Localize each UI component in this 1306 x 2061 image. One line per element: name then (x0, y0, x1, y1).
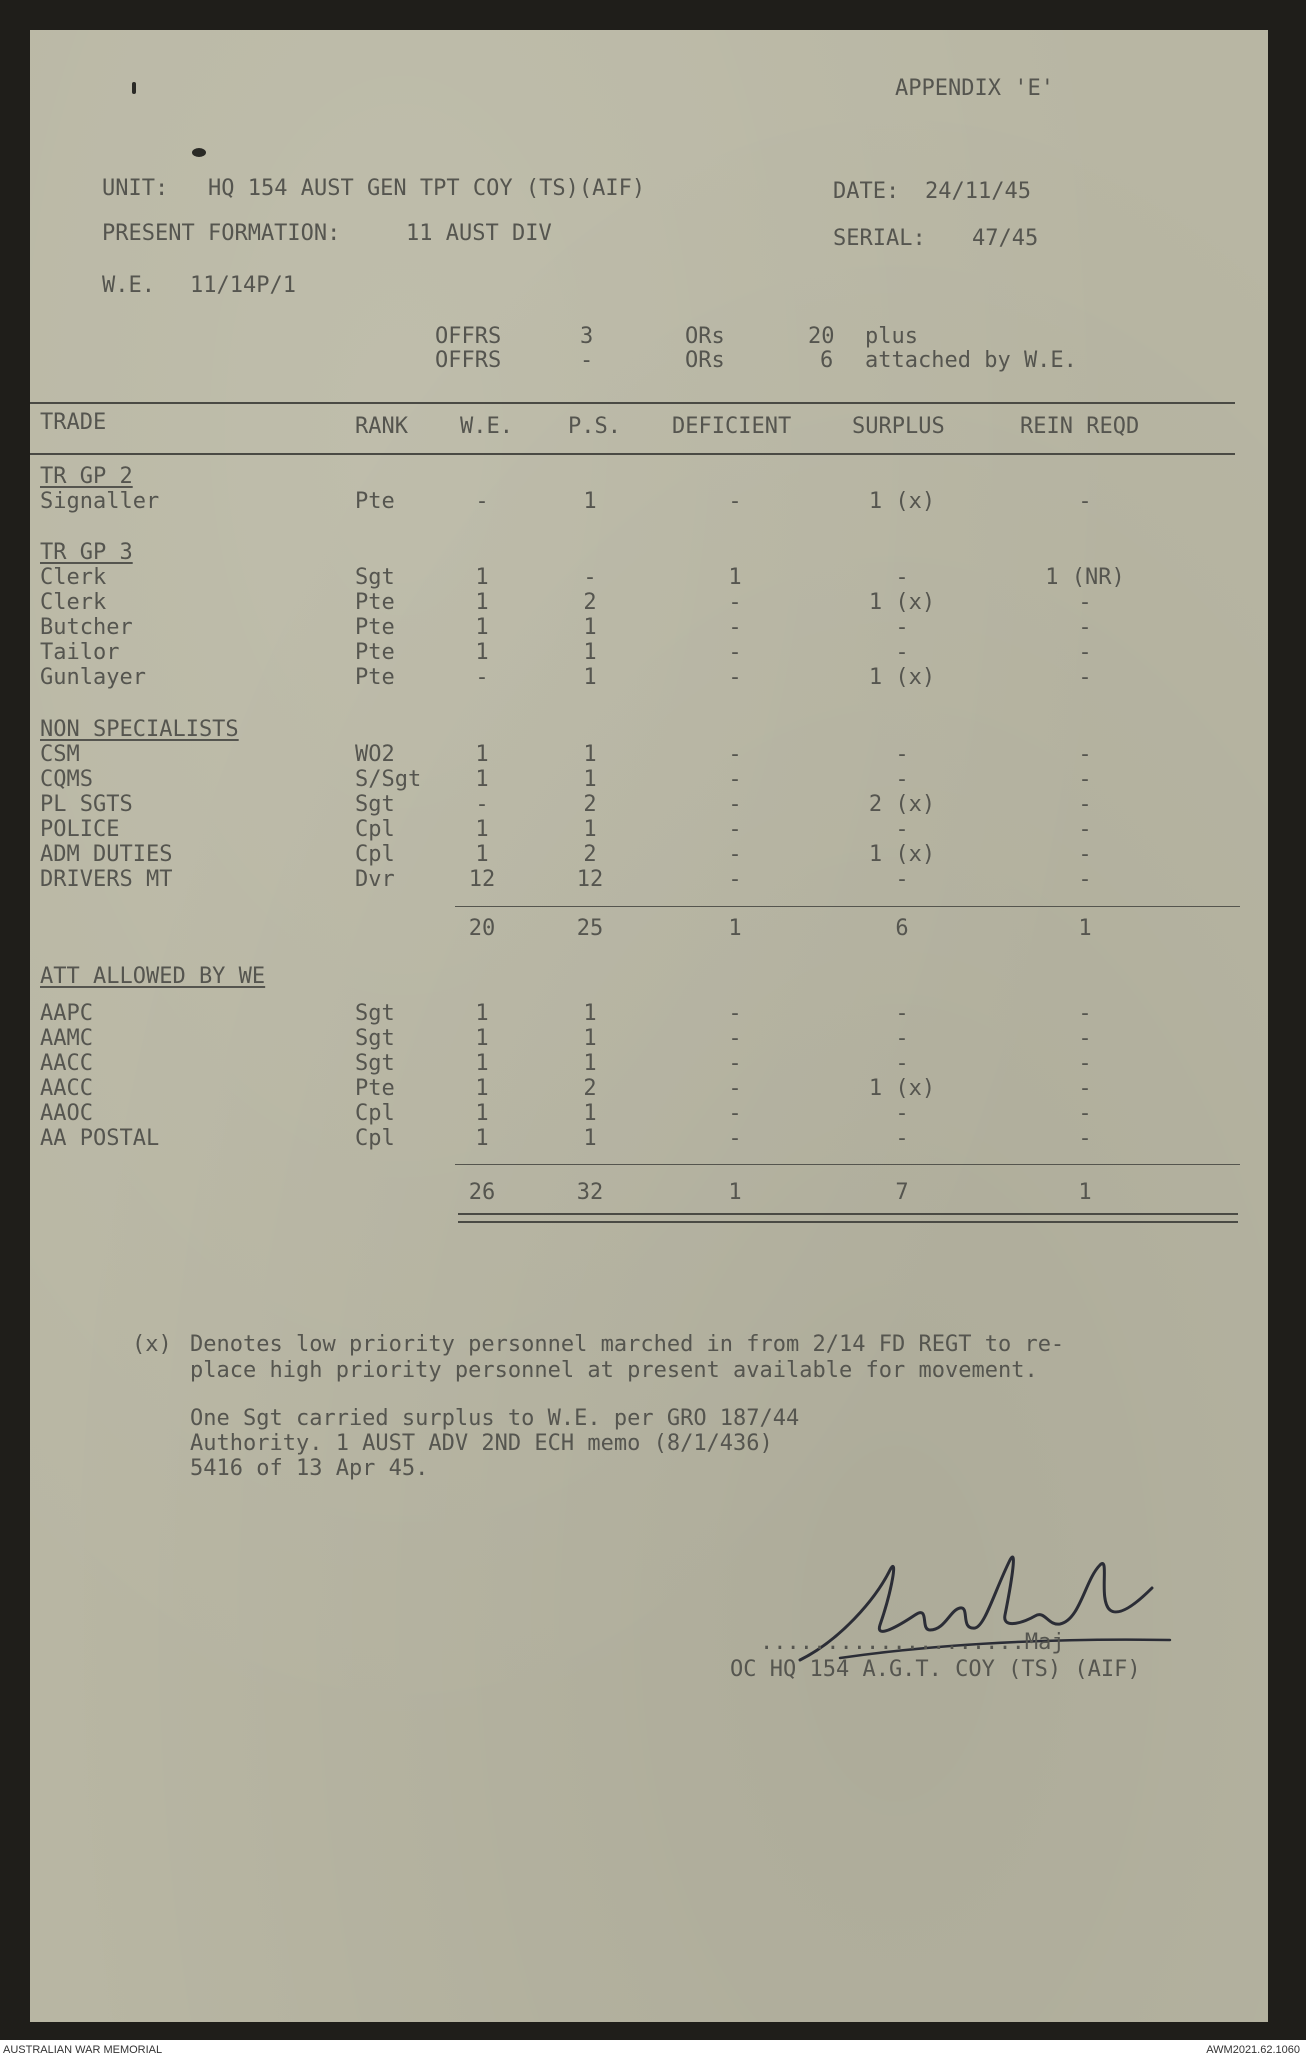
group-title: NON SPECIALISTS (40, 717, 239, 742)
cell-surplus: 2 (x) (868, 792, 936, 817)
cell-rein-reqd: - (1078, 767, 1092, 792)
header-bottom-rule (30, 453, 1235, 455)
note2-line3: 5416 of 13 Apr 45. (190, 1456, 429, 1481)
cell-surplus: 1 (x) (868, 590, 936, 615)
cell-surplus: 1 (x) (868, 665, 936, 690)
total-rule (455, 1164, 1240, 1165)
we-label: W.E. (102, 273, 155, 298)
cell-rank: S/Sgt (355, 767, 422, 792)
cell-we: 1 (475, 1076, 489, 1101)
cell-surplus: - (895, 1001, 909, 1026)
cell-rank: Sgt (355, 1001, 395, 1026)
cell-surplus: - (895, 615, 909, 640)
header-deficient: DEFICIENT (672, 414, 792, 439)
cell-ps: 2 (583, 842, 597, 867)
signature-dotted-line: ....................Maj (760, 1630, 1065, 1655)
cell-we: 1 (475, 1126, 489, 1151)
cell-ps: 1 (583, 742, 597, 767)
total-double-rule-top (458, 1213, 1238, 1215)
cell-trade: ADM DUTIES (40, 842, 173, 867)
cell-we: - (475, 665, 489, 690)
cell-ps: 2 (583, 590, 597, 615)
cell-deficient: - (728, 867, 742, 892)
cell-ps: 1 (583, 615, 597, 640)
cell-trade: PL SGTS (40, 792, 133, 817)
cell-rein-reqd: 1 (NR) (1045, 565, 1125, 590)
cell-surplus: - (895, 1026, 909, 1051)
ors-count: 6 (820, 348, 834, 373)
offrs-label: OFFRS (435, 324, 502, 349)
cell-rank: Pte (355, 665, 395, 690)
cell-rank: Pte (355, 1076, 395, 1101)
cell-rank: Sgt (355, 565, 395, 590)
cell-ps: - (583, 565, 597, 590)
cell-trade: Butcher (40, 615, 133, 640)
cell-deficient: - (728, 1101, 742, 1126)
cell-rein-reqd: - (1078, 1051, 1092, 1076)
cell-rein-reqd: - (1078, 1101, 1092, 1126)
header-rank: RANK (355, 414, 408, 439)
cell-we: 1 (475, 842, 489, 867)
subtotal-cell: 25 (576, 916, 604, 941)
ors-label: ORs (685, 348, 725, 373)
cell-trade: DRIVERS MT (40, 867, 173, 892)
cell-surplus: 1 (x) (868, 1076, 936, 1101)
cell-rein-reqd: - (1078, 590, 1092, 615)
cell-we: 1 (475, 767, 489, 792)
cell-we: 1 (475, 1026, 489, 1051)
cell-ps: 2 (583, 792, 597, 817)
signature-block: OC HQ 154 A.G.T. COY (TS) (AIF) (730, 1657, 1141, 1682)
offrs-count: 3 (580, 324, 594, 349)
cell-rein-reqd: - (1078, 1001, 1092, 1026)
cell-rein-reqd: - (1078, 817, 1092, 842)
cell-trade: Clerk (40, 565, 107, 590)
note1-line2: place high priority personnel at present available for movement. (190, 1358, 1038, 1383)
cell-rank: Pte (355, 590, 395, 615)
cell-trade: Clerk (40, 590, 107, 615)
cell-rank: Sgt (355, 792, 395, 817)
ors-count: 20 (808, 324, 835, 349)
cell-rein-reqd: - (1078, 615, 1092, 640)
cell-we: 1 (475, 1051, 489, 1076)
table-top-rule (30, 402, 1235, 404)
cell-we: - (475, 489, 489, 514)
group-title: TR GP 2 (40, 464, 133, 489)
cell-deficient: - (728, 817, 742, 842)
date-label: DATE: (833, 179, 900, 204)
cell-rank: Pte (355, 489, 395, 514)
total-cell: 7 (895, 1180, 909, 1205)
archive-item-id: AWM2021.62.1060 (1206, 2044, 1300, 2056)
establishment-note: plus (865, 324, 918, 349)
cell-ps: 1 (583, 817, 597, 842)
cell-we: - (475, 792, 489, 817)
cell-ps: 1 (583, 1026, 597, 1051)
cell-surplus: 1 (x) (868, 489, 936, 514)
offrs-count: - (580, 348, 594, 373)
cell-rank: Sgt (355, 1051, 395, 1076)
cell-rank: Cpl (355, 1126, 395, 1151)
cell-deficient: - (728, 1026, 742, 1051)
cell-we: 12 (468, 867, 496, 892)
cell-deficient: - (728, 665, 742, 690)
cell-deficient: - (728, 742, 742, 767)
cell-rein-reqd: - (1078, 665, 1092, 690)
archive-name: AUSTRALIAN WAR MEMORIAL (3, 2044, 163, 2056)
cell-rank: Sgt (355, 1026, 395, 1051)
cell-trade: AAPC (40, 1001, 93, 1026)
appendix-label: APPENDIX 'E' (895, 76, 1054, 101)
cell-trade: AACC (40, 1076, 93, 1101)
cell-surplus: - (895, 1126, 909, 1151)
cell-ps: 1 (583, 640, 597, 665)
cell-deficient: - (728, 489, 742, 514)
cell-ps: 1 (583, 1051, 597, 1076)
cell-rank: WO2 (355, 742, 395, 767)
cell-rein-reqd: - (1078, 867, 1092, 892)
cell-deficient: - (728, 1001, 742, 1026)
cell-deficient: - (728, 590, 742, 615)
document-page (30, 30, 1268, 2022)
cell-surplus: - (895, 640, 909, 665)
header-ps: P.S. (568, 414, 621, 439)
formation-label: PRESENT FORMATION: (102, 221, 341, 246)
cell-trade: AA POSTAL (40, 1126, 160, 1151)
date-value: 24/11/45 (925, 179, 1031, 204)
subtotal-rule (455, 906, 1240, 907)
cell-we: 1 (475, 565, 489, 590)
formation-value: 11 AUST DIV (406, 221, 552, 246)
total-cell: 1 (1078, 1180, 1092, 1205)
cell-deficient: - (728, 767, 742, 792)
cell-surplus: - (895, 1051, 909, 1076)
header-rein-reqd: REIN REQD (1020, 414, 1140, 439)
establishment-note: attached by W.E. (865, 348, 1077, 373)
cell-trade: CQMS (40, 767, 93, 792)
group-title: ATT ALLOWED BY WE (40, 964, 266, 989)
cell-rein-reqd: - (1078, 742, 1092, 767)
cell-surplus: - (895, 565, 909, 590)
cell-trade: POLICE (40, 817, 120, 842)
cell-ps: 2 (583, 1076, 597, 1101)
cell-trade: AACC (40, 1051, 93, 1076)
cell-deficient: - (728, 1051, 742, 1076)
cell-surplus: - (895, 867, 909, 892)
cell-we: 1 (475, 742, 489, 767)
cell-ps: 1 (583, 1001, 597, 1026)
cell-trade: Tailor (40, 640, 120, 665)
cell-rank: Pte (355, 640, 395, 665)
cell-trade: AAOC (40, 1101, 93, 1126)
ink-blot (192, 148, 206, 157)
ors-label: ORs (685, 324, 725, 349)
group-title: TR GP 3 (40, 540, 133, 565)
cell-rein-reqd: - (1078, 842, 1092, 867)
total-cell: 26 (468, 1180, 496, 1205)
subtotal-cell: 1 (1078, 916, 1092, 941)
cell-surplus: - (895, 1101, 909, 1126)
cell-rein-reqd: - (1078, 640, 1092, 665)
cell-trade: AAMC (40, 1026, 93, 1051)
cell-rein-reqd: - (1078, 489, 1092, 514)
cell-we: 1 (475, 1101, 489, 1126)
cell-deficient: - (728, 792, 742, 817)
cell-trade: CSM (40, 742, 80, 767)
cell-rank: Cpl (355, 842, 395, 867)
total-double-rule-bottom (458, 1221, 1238, 1223)
cell-ps: 12 (576, 867, 604, 892)
cell-deficient: - (728, 615, 742, 640)
cell-rank: Cpl (355, 817, 395, 842)
note2-line2: Authority. 1 AUST ADV 2ND ECH memo (8/1/436) (190, 1431, 773, 1456)
cell-surplus: 1 (x) (868, 842, 936, 867)
cell-surplus: - (895, 742, 909, 767)
serial-label: SERIAL: (833, 226, 926, 251)
total-cell: 1 (728, 1180, 742, 1205)
cell-ps: 1 (583, 1126, 597, 1151)
cell-we: 1 (475, 640, 489, 665)
cell-ps: 1 (583, 665, 597, 690)
cell-ps: 1 (583, 489, 597, 514)
archive-caption-bar (0, 2040, 1306, 2061)
note-marker: (x) (132, 1332, 172, 1357)
cell-surplus: - (895, 817, 909, 842)
cell-deficient: - (728, 1126, 742, 1151)
note2-line1: One Sgt carried surplus to W.E. per GRO 187/44 (190, 1406, 800, 1431)
cell-trade: Gunlayer (40, 665, 146, 690)
cell-ps: 1 (583, 1101, 597, 1126)
subtotal-cell: 20 (468, 916, 496, 941)
cell-deficient: - (728, 1076, 742, 1101)
unit-value: HQ 154 AUST GEN TPT COY (TS)(AIF) (208, 176, 646, 201)
offrs-label: OFFRS (435, 348, 502, 373)
note1-line1: Denotes low priority personnel marched in from 2/14 FD REGT to re- (190, 1332, 1065, 1357)
cell-deficient: - (728, 842, 742, 867)
unit-label: UNIT: (102, 176, 169, 201)
we-value: 11/14P/1 (190, 273, 296, 298)
cell-trade: Signaller (40, 489, 160, 514)
cell-we: 1 (475, 590, 489, 615)
cell-rank: Dvr (355, 867, 395, 892)
header-we: W.E. (460, 414, 513, 439)
cell-rank: Pte (355, 615, 395, 640)
subtotal-cell: 1 (728, 916, 742, 941)
cell-rank: Cpl (355, 1101, 395, 1126)
cell-deficient: - (728, 640, 742, 665)
cell-we: 1 (475, 1001, 489, 1026)
cell-ps: 1 (583, 767, 597, 792)
header-surplus: SURPLUS (852, 414, 945, 439)
cell-we: 1 (475, 817, 489, 842)
cell-we: 1 (475, 615, 489, 640)
cell-surplus: - (895, 767, 909, 792)
cell-rein-reqd: - (1078, 1026, 1092, 1051)
cell-rein-reqd: - (1078, 1076, 1092, 1101)
serial-value: 47/45 (972, 226, 1039, 251)
header-trade: TRADE (40, 410, 107, 435)
total-cell: 32 (576, 1180, 604, 1205)
cell-rein-reqd: - (1078, 792, 1092, 817)
subtotal-cell: 6 (895, 916, 909, 941)
ink-blot (132, 82, 136, 94)
cell-rein-reqd: - (1078, 1126, 1092, 1151)
cell-deficient: 1 (728, 565, 742, 590)
